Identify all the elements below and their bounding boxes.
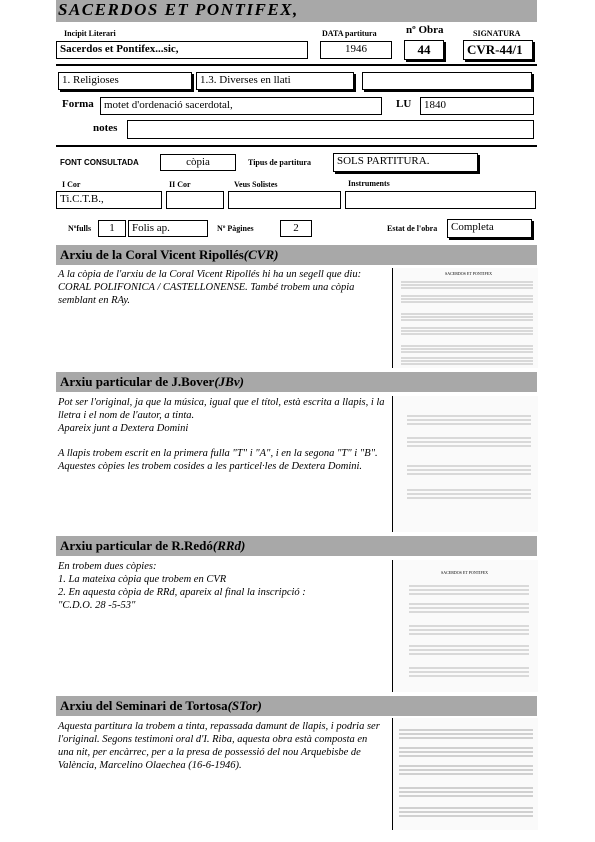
lu-field[interactable]: 1840 <box>420 97 534 115</box>
estat-label: Estat de l'obra <box>387 224 438 233</box>
instruments-label: Instruments <box>348 179 390 188</box>
section-header-rrd <box>56 536 537 556</box>
notes-field[interactable] <box>127 120 534 139</box>
divider <box>56 64 537 66</box>
i-cor-label: I Cor <box>62 180 81 189</box>
thumb-score-title: SACERDOS ET PONTIFEX <box>441 570 489 575</box>
obra-label: nº Obra <box>406 24 444 36</box>
section-text-jbv-2: A llapis trobem escrit en la primera fulla "T" i "A", i en la segona "T" i "B". Aquestes còpies les trobem cosides a les particel·les de Dextera Domini. <box>58 448 378 472</box>
folis-field[interactable]: Folis ap. <box>128 220 208 237</box>
nfulls-label: Nºfulls <box>68 224 92 233</box>
obra-field[interactable]: 44 <box>404 40 444 60</box>
lu-label: LU <box>396 98 412 110</box>
section-code: (JBv) <box>214 374 244 389</box>
i-cor-field[interactable]: Ti.C.T.B., <box>56 191 162 209</box>
veus-label: Veus Solistes <box>234 180 278 189</box>
section-title: Arxiu de la Coral Vicent Ripollés <box>60 247 244 262</box>
section-text-rrd: En trobem dues còpies: 1. La mateixa còpia que trobem en CVR 2. En aquesta còpia de RRd, apareix al final la inscripció : "C.D.O. 28 -5-53" <box>58 561 306 611</box>
font-consultada-label: FONT CONSULTADA <box>60 158 139 167</box>
section-header-cvr <box>56 245 537 265</box>
section-header-jbv <box>56 372 537 392</box>
section-title: Arxiu particular de J.Bover <box>60 374 215 389</box>
section-text-cvr: A la còpia de l'arxiu de la Coral Vicent Ripollés hi ha un segell que diu: CORAL POLIFONICA / CASTELLONENSE. També trobem una còpia semblant en RAy. <box>58 269 362 306</box>
incipit-label: Incipit Literari <box>64 29 116 38</box>
font-consultada-field[interactable]: còpia <box>160 154 236 171</box>
forma-label: Forma <box>62 98 94 110</box>
data-field[interactable]: 1946 <box>320 41 392 59</box>
npagines-label: Nº Pàgines <box>217 224 254 233</box>
signatura-field[interactable]: CVR-44/1 <box>463 40 533 60</box>
score-thumbnail-jbv <box>392 396 537 532</box>
divider <box>56 145 537 147</box>
data-label: DATA partitura <box>322 29 377 38</box>
svg-text:SACERDOS ET PONTIFEX: SACERDOS ET PONTIFEX <box>445 271 493 276</box>
tipus-field[interactable]: SOLS PARTITURA. <box>333 153 478 172</box>
estat-field[interactable]: Completa <box>447 219 532 238</box>
ii-cor-field[interactable] <box>166 191 224 209</box>
forma-field[interactable]: motet d'ordenació sacerdotal, <box>100 97 382 115</box>
score-thumbnail-rrd <box>392 560 537 692</box>
score-thumbnail-stor <box>392 718 537 830</box>
veus-field[interactable] <box>228 191 341 209</box>
section-header-stor <box>56 696 537 716</box>
category-3-field[interactable] <box>362 72 532 90</box>
page-title: SACERDOS ET PONTIFEX, <box>58 0 299 19</box>
nfulls-field[interactable]: 1 <box>98 220 126 237</box>
category-1-field[interactable]: 1. Religioses <box>58 72 192 90</box>
section-code: (RRd) <box>212 538 246 553</box>
section-title: Arxiu del Seminari de Tortosa <box>60 698 228 713</box>
instruments-field[interactable] <box>345 191 536 209</box>
section-text-stor: Aquesta partitura la trobem a tinta, repassada damunt de llapis, i podria ser l'original. Segons testimoni oral d'I. Riba, aquesta obra està composta en una nit, per encàrrec, per a la presa de possessió del nou Arquebisbe de València, Marcelino Olaechea (16-6-1946). <box>58 721 380 771</box>
incipit-field[interactable]: Sacerdos et Pontifex...sic, <box>56 41 308 59</box>
signatura-label: SIGNATURA <box>473 29 521 38</box>
section-title: Arxiu particular de R.Redó <box>60 538 213 553</box>
npagines-field[interactable]: 2 <box>280 220 312 237</box>
notes-label: notes <box>93 122 118 134</box>
section-text-jbv: Pot ser l'original, ja que la música, igual que el títol, està escrita a llapis, i la lletra i el nom de l'autor, a tinta. Apareix junt a Dextera Domini <box>58 397 385 434</box>
section-code: (STor) <box>227 698 262 713</box>
score-thumbnail-cvr <box>392 268 537 368</box>
tipus-label: Tipus de partitura <box>248 158 311 167</box>
category-2-field[interactable]: 1.3. Diverses en llati <box>196 72 354 90</box>
section-code: (CVR) <box>243 247 279 262</box>
ii-cor-label: II Cor <box>169 180 191 189</box>
